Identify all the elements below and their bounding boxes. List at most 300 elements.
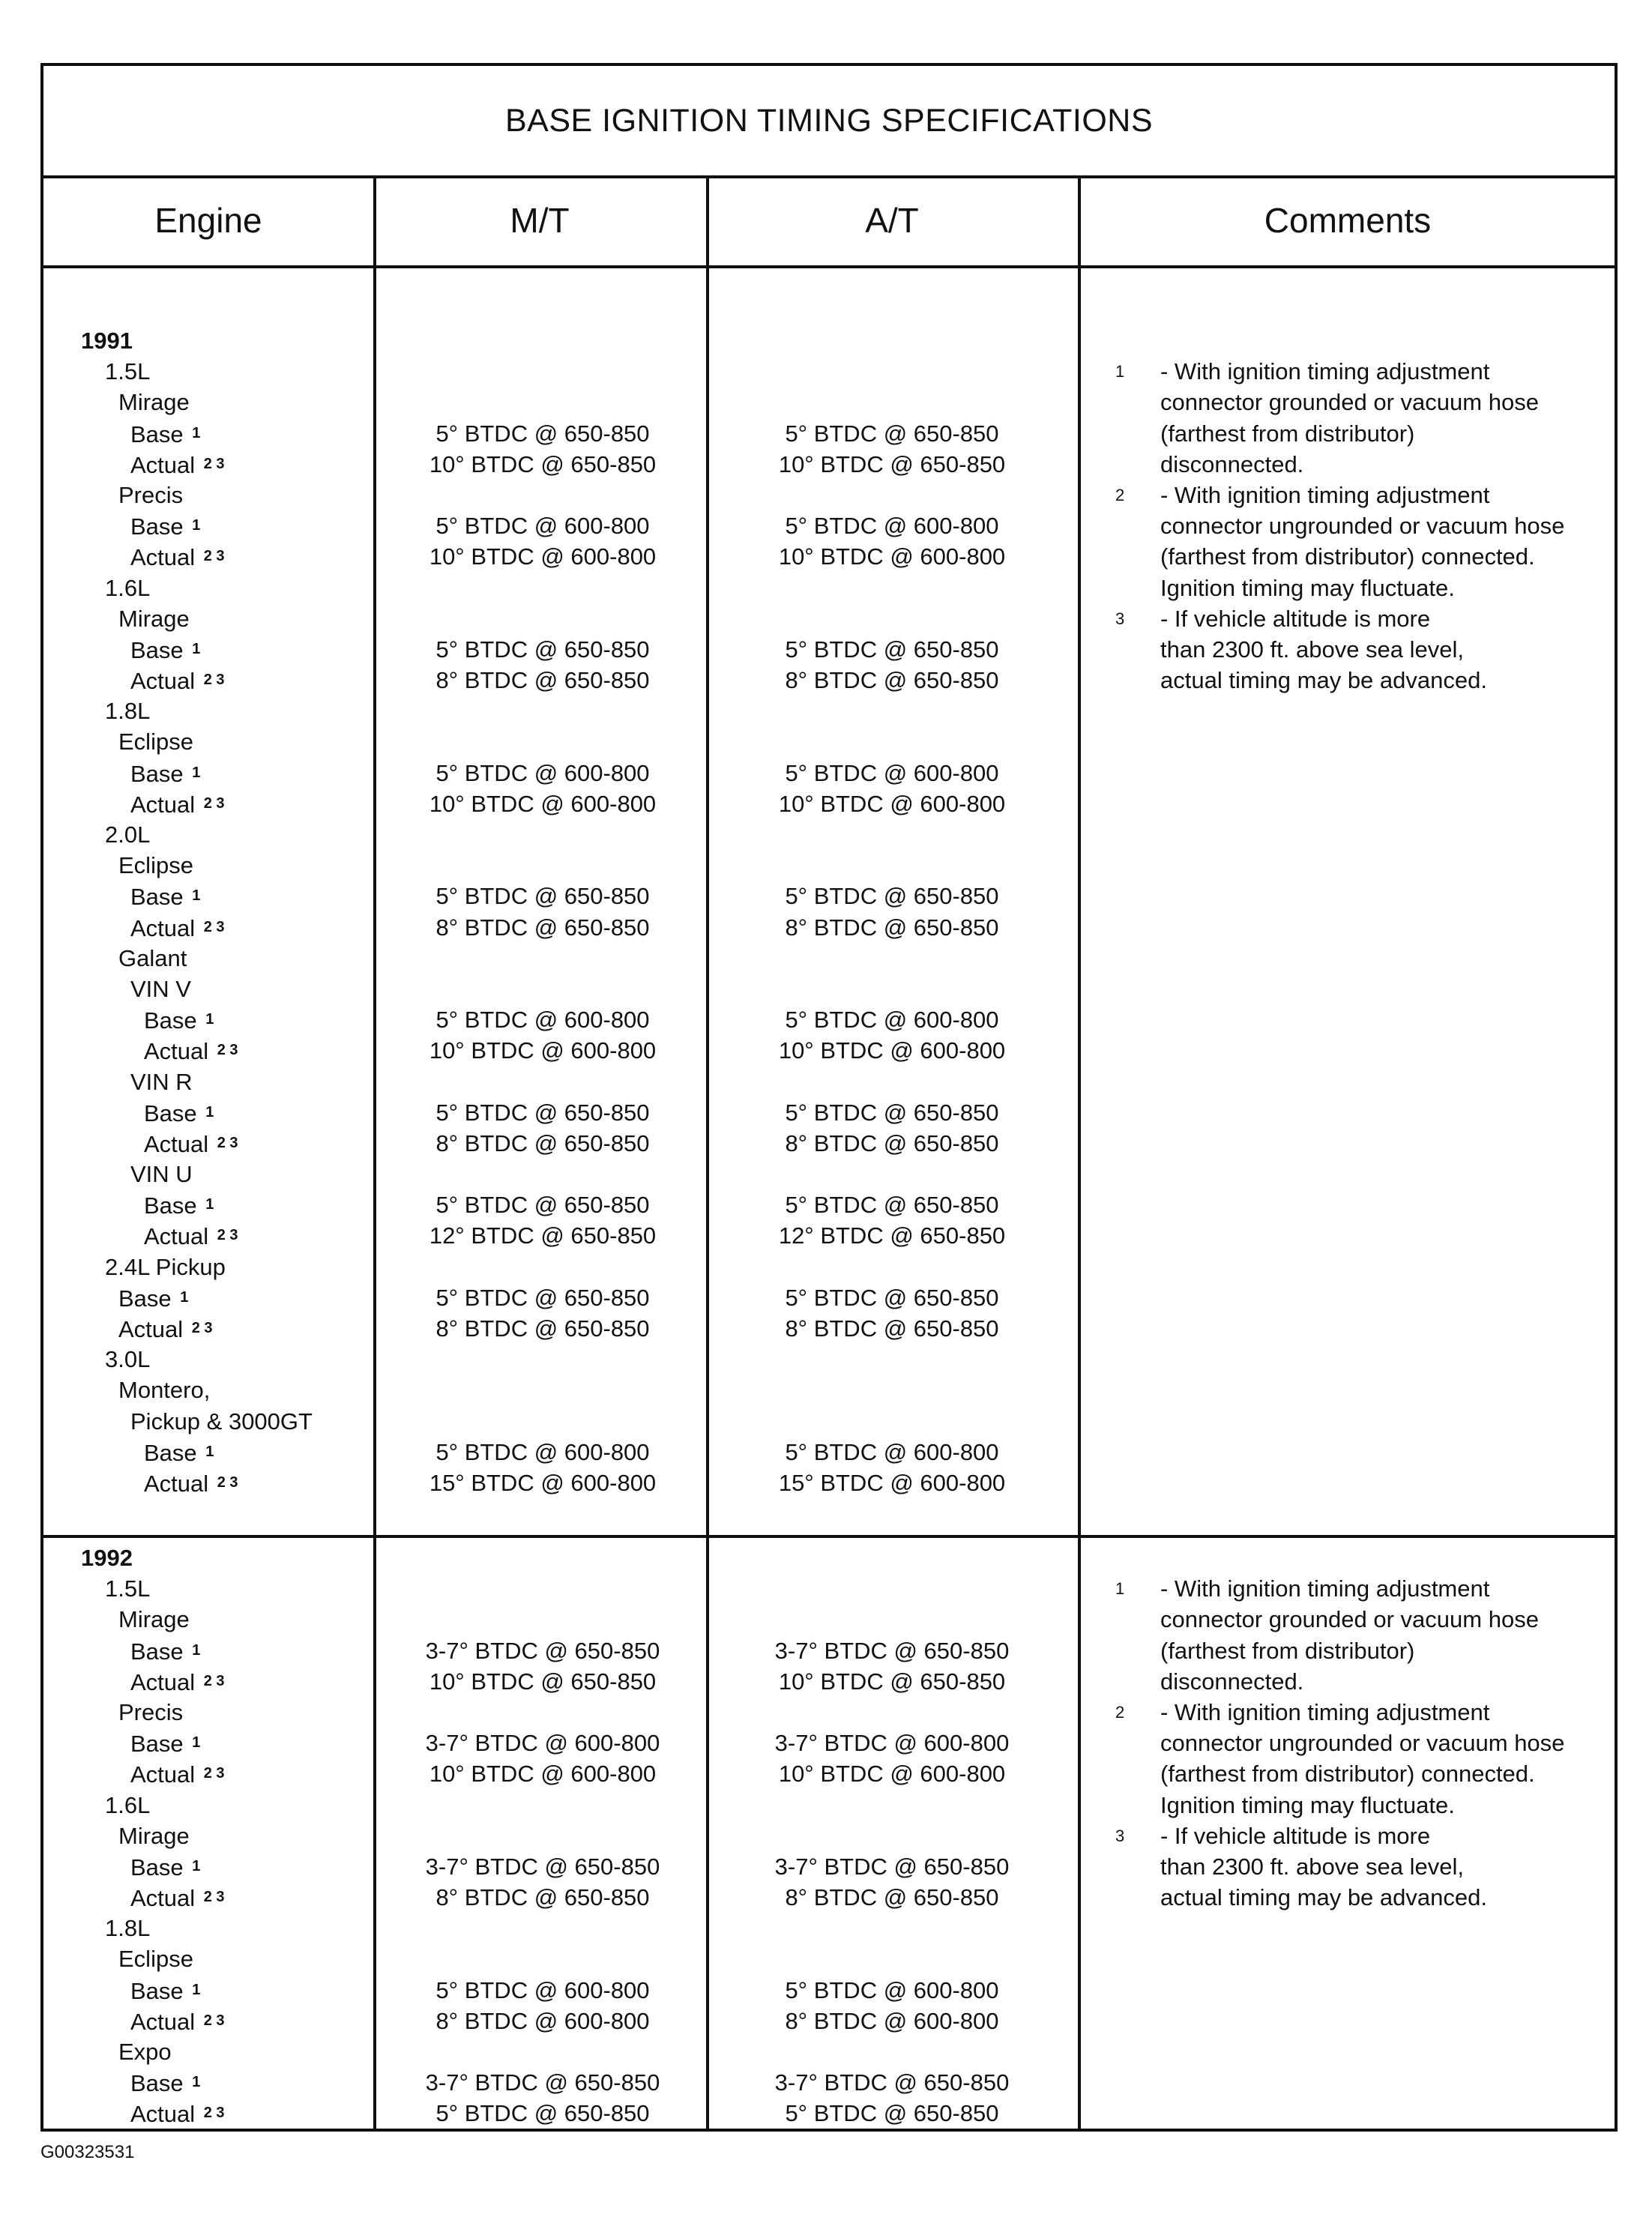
mt-value: 3-7° BTDC @ 650-850 — [425, 1853, 660, 1880]
footnote-ref: 2 3 — [199, 1672, 225, 1689]
at-value: 5° BTDC @ 650-850 — [785, 1192, 999, 1219]
footnote-ref: 1 — [187, 1857, 201, 1874]
footnote-ref: 2 3 — [199, 548, 225, 565]
engine-label — [81, 1697, 381, 1728]
engine-label — [81, 1604, 381, 1635]
engine-label-text: Precis — [118, 481, 184, 508]
mt-value — [373, 2036, 712, 2067]
engine-label — [81, 881, 381, 911]
engine-label-text: Actual — [144, 1223, 209, 1250]
mt-value: 5° BTDC @ 650-850 — [435, 883, 650, 910]
comment-text: connector grounded or vacuum hose — [1160, 389, 1539, 416]
header-divider — [43, 265, 1615, 268]
at-value: 8° BTDC @ 650-850 — [785, 1884, 999, 1911]
at-value: 5° BTDC @ 650-850 — [785, 883, 999, 910]
at-value — [706, 1067, 1078, 1097]
at-value: 5° BTDC @ 650-850 — [785, 2100, 999, 2127]
mt-value: 10° BTDC @ 650-850 — [429, 450, 657, 477]
at-value: 3-7° BTDC @ 650-850 — [774, 2069, 1010, 2096]
engine-label — [81, 1573, 381, 1604]
comment-line — [1115, 1604, 1610, 1635]
mt-value — [373, 387, 712, 417]
engine-label — [81, 665, 381, 696]
engine-label — [81, 974, 381, 1004]
at-value — [706, 1604, 1078, 1635]
engine-label — [81, 356, 381, 387]
mt-value: 8° BTDC @ 650-850 — [435, 1884, 650, 1911]
mt-value — [373, 726, 712, 757]
at-value: 10° BTDC @ 650-850 — [778, 450, 1006, 477]
comment-text: - With ignition timing adjustment — [1160, 1575, 1490, 1602]
mt-value: 3-7° BTDC @ 650-850 — [425, 2069, 660, 2096]
engine-label-text: Eclipse — [118, 729, 193, 755]
engine-label-text: Base — [130, 760, 184, 787]
comment-text: - With ignition timing adjustment — [1160, 358, 1490, 385]
figure-id: G00323531 — [40, 2142, 135, 2162]
comments-column — [1115, 1542, 1610, 1913]
engine-label-text: Base — [130, 1977, 184, 2004]
comment-line — [1115, 634, 1610, 665]
engine-label — [81, 2098, 381, 2129]
mt-value — [373, 1573, 712, 1604]
mt-column — [373, 1542, 712, 2129]
engine-label-text: Actual — [130, 1761, 196, 1788]
comment-text: connector ungrounded or vacuum hose — [1160, 1730, 1565, 1757]
mt-value — [373, 1913, 712, 1943]
comment-line — [1115, 603, 1610, 634]
comment-text: (farthest from distributor) connected. — [1160, 1761, 1535, 1788]
footnote-ref: 2 3 — [199, 918, 225, 935]
engine-label-text: Galant — [118, 944, 187, 971]
at-value: 5° BTDC @ 650-850 — [785, 636, 999, 663]
footnote-ref: 2 3 — [213, 1134, 238, 1151]
at-value: 5° BTDC @ 650-850 — [785, 1099, 999, 1126]
comment-line — [1115, 1635, 1610, 1666]
engine-label — [81, 1128, 381, 1159]
at-value: 10° BTDC @ 600-800 — [778, 790, 1006, 817]
comment-text: Ignition timing may fluctuate. — [1160, 1791, 1455, 1818]
comment-line — [1115, 387, 1610, 417]
footnote-ref: 2 3 — [199, 1765, 225, 1782]
footnote-ref: 1 — [187, 1641, 201, 1659]
footnote-ref: 1 — [187, 424, 201, 441]
at-value: 5° BTDC @ 650-850 — [785, 420, 999, 447]
footnote-ref: 1 — [187, 640, 201, 657]
engine-label — [81, 1375, 381, 1405]
mt-value — [373, 1697, 712, 1728]
mt-value: 5° BTDC @ 650-850 — [435, 1099, 650, 1126]
engine-label-text: Actual — [130, 544, 196, 571]
footnote-ref: 2 3 — [199, 794, 225, 812]
at-value: 5° BTDC @ 600-800 — [785, 1976, 999, 2003]
engine-label — [81, 1975, 381, 2006]
engine-label-text: Actual — [130, 451, 196, 478]
header-mt: M/T — [510, 201, 570, 240]
engine-label-text: Actual — [144, 1038, 209, 1065]
engine-label-text: VIN R — [130, 1068, 193, 1095]
engine-label — [81, 1882, 381, 1913]
at-value — [706, 696, 1078, 726]
comment-spacer — [1115, 1542, 1610, 1573]
engine-label-text: Actual — [130, 668, 196, 695]
at-value — [706, 819, 1078, 850]
comment-text: (farthest from distributor) — [1160, 1637, 1415, 1664]
year-label: 1992 — [81, 1545, 133, 1571]
comment-line — [1115, 356, 1610, 387]
mt-value: 5° BTDC @ 650-850 — [435, 1192, 650, 1219]
footnote-mark: 1 — [1115, 1579, 1125, 1599]
footnote-ref: 1 — [175, 1288, 189, 1306]
table-title: BASE IGNITION TIMING SPECIFICATIONS — [504, 102, 1154, 139]
mt-value: 8° BTDC @ 650-850 — [435, 914, 650, 941]
at-value — [706, 1790, 1078, 1821]
engine-label — [81, 1344, 381, 1375]
at-value — [706, 1159, 1078, 1189]
mt-value: 15° BTDC @ 600-800 — [429, 1469, 657, 1496]
at-value: 12° BTDC @ 650-850 — [778, 1222, 1006, 1249]
engine-label — [81, 1943, 381, 1974]
mt-value — [373, 1406, 712, 1437]
engine-label — [81, 1635, 381, 1666]
mt-value: 8° BTDC @ 650-850 — [435, 1315, 650, 1342]
at-value: 3-7° BTDC @ 650-850 — [774, 1853, 1010, 1880]
at-value — [706, 1344, 1078, 1375]
mt-value — [373, 943, 712, 974]
at-value — [706, 356, 1078, 387]
engine-label — [81, 418, 381, 449]
footnote-ref: 1 — [187, 517, 201, 534]
at-value — [706, 2036, 1078, 2067]
mt-value: 5° BTDC @ 600-800 — [435, 1976, 650, 2003]
footnote-ref: 2 3 — [187, 1320, 213, 1336]
comment-text: (farthest from distributor) connected. — [1160, 543, 1535, 570]
engine-label — [81, 726, 381, 757]
mt-value: 5° BTDC @ 650-850 — [435, 636, 650, 663]
comment-text: actual timing may be advanced. — [1160, 667, 1487, 694]
mt-value: 8° BTDC @ 600-800 — [435, 2007, 650, 2034]
footnote-ref: 1 — [201, 1011, 214, 1028]
at-column — [706, 1542, 1078, 2129]
engine-label — [81, 480, 381, 510]
at-value — [706, 1406, 1078, 1437]
at-value: 5° BTDC @ 600-800 — [785, 1438, 999, 1465]
engine-label-text: Base — [130, 2070, 184, 2097]
at-value — [706, 573, 1078, 603]
engine-label — [81, 1758, 381, 1789]
engine-label — [81, 696, 381, 726]
at-value: 10° BTDC @ 600-800 — [778, 1761, 1006, 1788]
mt-value: 8° BTDC @ 650-850 — [435, 1129, 650, 1156]
mt-value — [373, 1821, 712, 1851]
engine-label-text: Mirage — [118, 1822, 190, 1849]
engine-label-text: Base — [130, 1638, 184, 1665]
mt-value — [373, 1344, 712, 1375]
at-value — [706, 850, 1078, 881]
comment-line — [1115, 1758, 1610, 1789]
engine-label-text: Actual — [130, 1885, 196, 1912]
footnote-ref: 1 — [201, 1196, 214, 1213]
engine-label-text: 1.6L — [105, 1791, 151, 1818]
comment-line — [1115, 541, 1610, 572]
comment-text: than 2300 ft. above sea level, — [1160, 1853, 1465, 1880]
mt-value: 10° BTDC @ 600-800 — [429, 1037, 657, 1064]
mt-value — [373, 1067, 712, 1097]
comment-text: than 2300 ft. above sea level, — [1160, 636, 1465, 663]
year-divider — [43, 1535, 1615, 1538]
engine-label — [81, 1035, 381, 1066]
mt-value: 5° BTDC @ 600-800 — [435, 1007, 650, 1034]
engine-label — [81, 1406, 381, 1437]
engine-label — [81, 510, 381, 541]
engine-column — [81, 1542, 381, 2129]
comment-text: - If vehicle altitude is more — [1160, 1822, 1431, 1849]
engine-label-text: Base — [130, 420, 184, 447]
footnote-ref: 1 — [187, 764, 201, 781]
comment-text: actual timing may be advanced. — [1160, 1884, 1487, 1911]
engine-label — [81, 573, 381, 603]
engine-label — [81, 1004, 381, 1035]
at-value: 3-7° BTDC @ 650-850 — [774, 1637, 1010, 1664]
at-value — [706, 1821, 1078, 1851]
footnote-ref: 1 — [187, 1981, 201, 1998]
at-value — [706, 1375, 1078, 1405]
header-engine: Engine — [154, 201, 262, 240]
mt-value: 3-7° BTDC @ 600-800 — [425, 1730, 660, 1757]
comment-line — [1115, 418, 1610, 449]
comments-column — [1115, 325, 1610, 696]
engine-label-text: Base — [144, 1192, 197, 1219]
engine-label — [81, 2067, 381, 2098]
engine-label-text: 1.5L — [105, 1575, 151, 1602]
mt-value: 5° BTDC @ 650-850 — [435, 2100, 650, 2127]
comment-text: - With ignition timing adjustment — [1160, 1698, 1490, 1725]
engine-label — [81, 1159, 381, 1189]
engine-label — [81, 1282, 381, 1313]
at-value — [706, 943, 1078, 974]
at-value: 8° BTDC @ 650-850 — [785, 914, 999, 941]
footnote-mark: 2 — [1115, 1702, 1125, 1722]
footnote-ref: 1 — [187, 2074, 201, 2091]
engine-label-text: 1.8L — [105, 698, 151, 725]
engine-label — [81, 1437, 381, 1468]
mt-value: 10° BTDC @ 600-800 — [429, 1761, 657, 1788]
at-value: 5° BTDC @ 650-850 — [785, 1284, 999, 1311]
comment-line — [1115, 1790, 1610, 1821]
engine-label — [81, 758, 381, 788]
mt-value — [373, 850, 712, 881]
engine-column — [81, 325, 381, 1498]
mt-value — [373, 1790, 712, 1821]
engine-label-text: Actual — [144, 1130, 209, 1157]
mt-value: 10° BTDC @ 650-850 — [429, 1668, 657, 1695]
engine-label-text: Base — [130, 1731, 184, 1758]
header-comments: Comments — [1264, 201, 1432, 240]
at-value: 8° BTDC @ 650-850 — [785, 1129, 999, 1156]
mt-value: 5° BTDC @ 650-850 — [435, 420, 650, 447]
comment-line — [1115, 665, 1610, 696]
engine-label-text: 2.0L — [105, 821, 151, 848]
engine-label-text: 1.8L — [105, 1915, 151, 1942]
at-value: 10° BTDC @ 650-850 — [778, 1668, 1006, 1695]
engine-label-text: Base — [130, 513, 184, 540]
comment-text: (farthest from distributor) — [1160, 420, 1415, 447]
engine-label-text: Eclipse — [118, 1946, 193, 1973]
footnote-ref: 2 3 — [199, 455, 225, 472]
mt-column — [373, 325, 712, 1498]
mt-value — [373, 1943, 712, 1974]
mt-value: 5° BTDC @ 600-800 — [435, 1438, 650, 1465]
engine-label — [81, 1728, 381, 1758]
engine-label — [81, 1189, 381, 1220]
comment-line — [1115, 480, 1610, 510]
comment-line — [1115, 1882, 1610, 1913]
engine-label-text: Montero, — [118, 1377, 211, 1404]
engine-label-text: Eclipse — [118, 852, 193, 879]
engine-label — [81, 1097, 381, 1128]
at-value — [706, 1252, 1078, 1282]
mt-value — [373, 1604, 712, 1635]
footnote-ref: 1 — [187, 887, 201, 905]
engine-label-text: Actual — [130, 2101, 196, 2128]
at-value — [706, 726, 1078, 757]
engine-label — [81, 1821, 381, 1851]
mt-value — [373, 603, 712, 634]
footnote-ref: 1 — [187, 1734, 201, 1752]
footnote-ref: 2 3 — [199, 2105, 225, 2122]
at-value — [706, 1697, 1078, 1728]
mt-value — [373, 974, 712, 1004]
engine-label-text: VIN U — [130, 1161, 193, 1188]
mt-value: 5° BTDC @ 600-800 — [435, 513, 650, 540]
comment-spacer — [1115, 325, 1610, 356]
engine-label-text: Actual — [130, 791, 196, 818]
engine-label — [81, 1252, 381, 1282]
mt-value: 10° BTDC @ 600-800 — [429, 543, 657, 570]
mt-value: 5° BTDC @ 600-800 — [435, 759, 650, 786]
at-value — [706, 603, 1078, 634]
footnote-ref: 2 3 — [199, 1889, 225, 1906]
at-value: 5° BTDC @ 600-800 — [785, 1007, 999, 1034]
engine-label — [81, 1666, 381, 1697]
mt-value: 3-7° BTDC @ 650-850 — [425, 1637, 660, 1664]
mt-cell — [373, 325, 712, 356]
engine-label — [81, 1313, 381, 1344]
engine-label-text: Mirage — [118, 1606, 190, 1633]
engine-label-text: Pickup & 3000GT — [130, 1408, 313, 1435]
engine-label-text: Actual — [130, 1668, 196, 1695]
engine-label-text: Actual — [130, 914, 196, 941]
footnote-ref: 2 3 — [199, 672, 225, 689]
year-label: 1991 — [81, 328, 133, 354]
comment-line — [1115, 573, 1610, 603]
at-cell — [706, 325, 1078, 356]
mt-value — [373, 1252, 712, 1282]
engine-label — [81, 1067, 381, 1097]
comment-line — [1115, 449, 1610, 480]
engine-label — [81, 788, 381, 819]
engine-label — [81, 1468, 381, 1498]
engine-label-text: Base — [130, 884, 184, 911]
engine-label-text: 2.4L Pickup — [105, 1253, 226, 1280]
comment-line — [1115, 1728, 1610, 1758]
mt-value — [373, 1159, 712, 1189]
engine-label-text: Base — [144, 1007, 197, 1034]
engine-label-text: Base — [130, 1854, 184, 1880]
mt-value: 10° BTDC @ 600-800 — [429, 790, 657, 817]
mt-value — [373, 573, 712, 603]
at-value — [706, 387, 1078, 417]
footnote-ref: 2 3 — [199, 2012, 225, 2029]
comment-text: disconnected. — [1160, 450, 1304, 477]
at-value — [706, 480, 1078, 510]
engine-label-text: VIN V — [130, 975, 191, 1002]
mt-value: 5° BTDC @ 650-850 — [435, 1284, 650, 1311]
at-value — [706, 1573, 1078, 1604]
at-cell — [706, 1542, 1078, 1573]
engine-label — [81, 449, 381, 480]
footnote-ref: 2 3 — [213, 1042, 238, 1059]
engine-label-text: Base — [144, 1439, 197, 1466]
footnote-mark: 3 — [1115, 1826, 1125, 1845]
mt-value — [373, 480, 712, 510]
engine-label-text: Mirage — [118, 389, 190, 416]
engine-label-text: Precis — [118, 1698, 184, 1725]
engine-label — [81, 2006, 381, 2036]
engine-label-text: Expo — [118, 2039, 172, 2065]
engine-label — [81, 2036, 381, 2067]
at-value — [706, 974, 1078, 1004]
engine-label — [81, 943, 381, 974]
engine-label — [81, 387, 381, 417]
mt-cell — [373, 1542, 712, 1573]
comment-line — [1115, 1697, 1610, 1728]
at-value: 5° BTDC @ 600-800 — [785, 759, 999, 786]
comment-line — [1115, 1666, 1610, 1697]
engine-label — [81, 634, 381, 665]
engine-label — [81, 819, 381, 850]
engine-label — [81, 1851, 381, 1882]
engine-label-text: Actual — [130, 2008, 196, 2035]
engine-label — [81, 603, 381, 634]
engine-label-text: Base — [130, 636, 184, 663]
engine-label — [81, 1913, 381, 1943]
comment-line — [1115, 1821, 1610, 1851]
footnote-ref: 1 — [201, 1443, 214, 1460]
engine-label — [81, 1220, 381, 1251]
mt-value — [373, 1375, 712, 1405]
engine-label-text: Base — [144, 1100, 197, 1126]
comment-text: disconnected. — [1160, 1668, 1304, 1695]
comment-text: Ignition timing may fluctuate. — [1160, 574, 1455, 601]
engine-label-text: 1.6L — [105, 574, 151, 601]
mt-value — [373, 356, 712, 387]
footnote-mark: 1 — [1115, 362, 1125, 381]
engine-label-text: 3.0L — [105, 1346, 151, 1373]
header-at: A/T — [865, 201, 919, 240]
footnote-mark: 3 — [1115, 609, 1125, 628]
at-value: 8° BTDC @ 650-850 — [785, 1315, 999, 1342]
at-column — [706, 325, 1078, 1498]
spec-table — [40, 63, 1618, 2132]
mt-value — [373, 696, 712, 726]
comment-text: - If vehicle altitude is more — [1160, 605, 1431, 632]
engine-label — [81, 912, 381, 943]
at-value: 8° BTDC @ 650-850 — [785, 667, 999, 694]
comment-text: connector ungrounded or vacuum hose — [1160, 513, 1565, 540]
engine-label-text: Base — [118, 1285, 172, 1312]
at-value — [706, 1943, 1078, 1974]
engine-label-text: Mirage — [118, 605, 190, 632]
